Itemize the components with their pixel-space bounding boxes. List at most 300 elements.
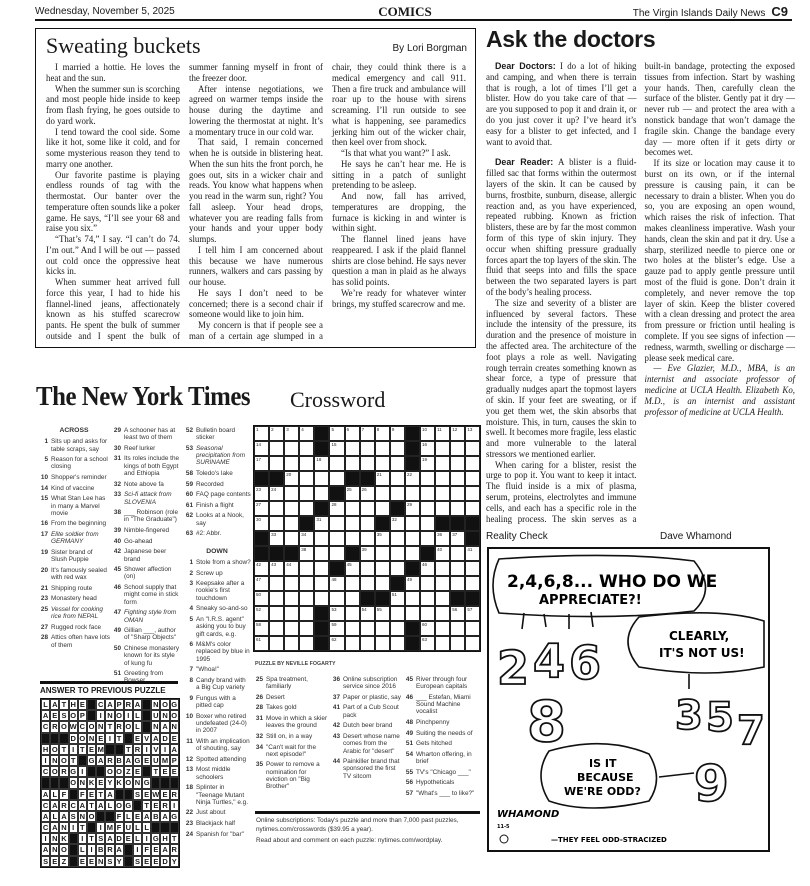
grid-cell[interactable] (435, 471, 450, 486)
grid-cell[interactable] (314, 456, 329, 471)
grid-cell[interactable] (405, 531, 420, 546)
grid-cell[interactable] (420, 591, 435, 606)
grid-cell[interactable] (435, 561, 450, 576)
grid-cell[interactable] (269, 606, 284, 621)
grid-cell[interactable] (375, 471, 390, 486)
clue-49[interactable] (403, 730, 481, 737)
answer-cell: N (52, 834, 58, 844)
grid-cell[interactable] (284, 501, 299, 516)
clue-8[interactable] (183, 677, 251, 692)
grid-cell[interactable] (360, 516, 375, 531)
grid-cell[interactable] (420, 486, 435, 501)
clue-46[interactable] (403, 694, 481, 716)
grid-cell[interactable] (345, 441, 360, 456)
clue-39[interactable] (111, 527, 181, 534)
clue-23[interactable] (183, 820, 251, 827)
clue-12[interactable] (183, 756, 251, 763)
grid-cell[interactable] (435, 486, 450, 501)
clue-53[interactable] (183, 445, 251, 467)
grid-cell[interactable] (465, 501, 480, 516)
clue-46[interactable] (111, 584, 181, 606)
clue-2[interactable] (183, 570, 251, 577)
clue-21[interactable] (38, 585, 110, 592)
grid-cell[interactable] (345, 516, 360, 531)
grid-cell[interactable] (345, 621, 360, 636)
grid-cell[interactable] (390, 441, 405, 456)
answer-cell: L (41, 699, 50, 710)
answer-cell: A (98, 800, 104, 810)
answer-cell: I (96, 822, 105, 833)
cell-number: 9 (391, 427, 395, 432)
clue-34[interactable] (253, 744, 329, 759)
grid-cell[interactable] (435, 546, 450, 561)
grid-cell[interactable] (345, 561, 360, 576)
grid-cell[interactable] (329, 546, 344, 561)
clue-32[interactable] (253, 733, 329, 740)
grid-cell[interactable] (360, 636, 375, 651)
grid-cell[interactable] (269, 441, 284, 456)
grid-cell[interactable] (375, 456, 390, 471)
clue-47[interactable] (111, 609, 181, 624)
crossword-grid[interactable] (253, 425, 481, 652)
grid-cell[interactable] (450, 471, 465, 486)
grid-cell[interactable] (284, 606, 299, 621)
grid-cell[interactable] (299, 636, 314, 651)
grid-cell[interactable] (299, 606, 314, 621)
grid-cell[interactable] (329, 621, 344, 636)
grid-cell[interactable] (435, 441, 450, 456)
grid-cell[interactable] (360, 576, 375, 591)
grid-cell[interactable] (465, 636, 480, 651)
grid-cell[interactable] (345, 456, 360, 471)
grid-cell[interactable] (329, 471, 344, 486)
grid-cell[interactable] (390, 636, 405, 651)
clue-55[interactable] (403, 769, 481, 776)
grid-cell[interactable] (314, 591, 329, 606)
grid-cell[interactable] (360, 621, 375, 636)
grid-cell[interactable] (254, 426, 269, 441)
grid-cell[interactable] (299, 456, 314, 471)
grid-cell[interactable] (450, 441, 465, 456)
clue-17[interactable] (38, 531, 110, 546)
grid-cell[interactable] (269, 486, 284, 501)
grid-cell[interactable] (284, 636, 299, 651)
grid-cell[interactable] (299, 561, 314, 576)
grid-cell[interactable] (465, 621, 480, 636)
clue-10[interactable] (38, 474, 110, 481)
grid-cell[interactable] (465, 606, 480, 621)
grid-cell[interactable] (284, 531, 299, 546)
clue-24[interactable] (183, 831, 251, 838)
clue-16[interactable] (38, 520, 110, 527)
clue-5[interactable] (183, 616, 251, 638)
clue-number: 59 (185, 480, 193, 488)
clue-31[interactable] (253, 715, 329, 730)
grid-cell[interactable] (299, 546, 314, 561)
grid-cell[interactable] (345, 576, 360, 591)
grid-cell[interactable] (314, 531, 329, 546)
clue-54[interactable] (403, 751, 481, 766)
clue-7[interactable] (183, 666, 251, 673)
black-square (160, 777, 169, 788)
grid-cell[interactable] (254, 576, 269, 591)
grid-cell[interactable] (450, 561, 465, 576)
grid-cell[interactable] (420, 501, 435, 516)
grid-cell[interactable] (435, 426, 450, 441)
grid-cell[interactable] (465, 576, 480, 591)
clue-38[interactable] (111, 509, 181, 524)
answer-cell: U (153, 711, 159, 721)
clue-1[interactable] (38, 438, 110, 453)
grid-cell[interactable] (390, 606, 405, 621)
clue-15[interactable] (38, 495, 110, 517)
grid-cell[interactable] (269, 561, 284, 576)
answer-cell: B (153, 811, 159, 821)
cell-number: 52 (256, 607, 262, 612)
grid-cell[interactable] (284, 471, 299, 486)
clue-42[interactable] (330, 722, 402, 729)
clue-45[interactable] (403, 676, 481, 691)
grid-cell[interactable] (390, 531, 405, 546)
answer-cell: R (134, 744, 141, 754)
clue-9[interactable] (183, 695, 251, 710)
clue-1[interactable] (183, 559, 251, 566)
clue-60[interactable] (183, 491, 251, 498)
grid-cell[interactable] (390, 591, 405, 606)
grid-cell[interactable] (450, 546, 465, 561)
clue-5[interactable] (38, 456, 110, 471)
grid-cell[interactable] (465, 456, 480, 471)
grid-cell[interactable] (375, 546, 390, 561)
grid-cell[interactable] (375, 441, 390, 456)
clue-text: Nimble-fingered (124, 527, 170, 535)
grid-cell[interactable] (345, 501, 360, 516)
grid-cell[interactable] (435, 576, 450, 591)
grid-cell[interactable] (299, 501, 314, 516)
grid-cell[interactable] (254, 636, 269, 651)
clue-58[interactable] (183, 470, 251, 477)
clue-63[interactable] (183, 530, 251, 537)
grid-cell[interactable] (299, 621, 314, 636)
grid-cell[interactable] (375, 561, 390, 576)
clue-28[interactable] (38, 634, 110, 649)
clue-25[interactable] (38, 606, 110, 621)
grid-cell[interactable] (314, 561, 329, 576)
clue-30[interactable] (111, 445, 181, 452)
clue-48[interactable] (403, 719, 481, 726)
grid-cell[interactable] (360, 531, 375, 546)
grid-cell[interactable] (390, 486, 405, 501)
grid-cell[interactable] (345, 591, 360, 606)
clue-27[interactable] (38, 624, 110, 631)
grid-cell[interactable] (390, 471, 405, 486)
grid-cell[interactable] (450, 636, 465, 651)
grid-cell[interactable] (405, 516, 420, 531)
grid-cell[interactable] (254, 606, 269, 621)
grid-cell[interactable] (450, 501, 465, 516)
grid-cell[interactable] (299, 441, 314, 456)
grid-cell[interactable] (375, 576, 390, 591)
grid-cell[interactable] (284, 591, 299, 606)
answer-cell: S (59, 710, 68, 721)
grid-cell[interactable] (435, 636, 450, 651)
grid-cell[interactable] (254, 561, 269, 576)
grid-cell[interactable] (435, 531, 450, 546)
grid-cell[interactable] (299, 471, 314, 486)
grid-cell[interactable] (450, 576, 465, 591)
clue-43[interactable] (330, 733, 402, 755)
clue-13[interactable] (183, 766, 251, 781)
clue-text: Dutch beer brand (343, 722, 393, 730)
grid-cell[interactable] (345, 606, 360, 621)
grid-cell[interactable] (360, 561, 375, 576)
black-square (314, 426, 329, 441)
clue-49[interactable] (111, 627, 181, 642)
grid-cell[interactable] (465, 441, 480, 456)
grid-cell[interactable] (254, 441, 269, 456)
grid-cell[interactable] (360, 546, 375, 561)
grid-cell[interactable] (329, 426, 344, 441)
grid-cell[interactable] (450, 456, 465, 471)
grid-cell[interactable] (435, 621, 450, 636)
clue-37[interactable] (330, 694, 402, 701)
grid-cell[interactable] (420, 561, 435, 576)
grid-cell[interactable] (269, 531, 284, 546)
clue-20[interactable] (38, 567, 110, 582)
grid-cell[interactable] (269, 516, 284, 531)
grid-cell[interactable] (254, 591, 269, 606)
grid-cell[interactable] (299, 426, 314, 441)
grid-cell[interactable] (269, 501, 284, 516)
clue-41[interactable] (330, 704, 402, 719)
grid-cell[interactable] (420, 471, 435, 486)
grid-cell[interactable] (329, 441, 344, 456)
grid-cell[interactable] (314, 486, 329, 501)
clue-61[interactable] (183, 502, 251, 509)
clue-35[interactable] (253, 761, 329, 790)
grid-cell[interactable] (420, 606, 435, 621)
answer-cell: A (42, 789, 49, 799)
answer-cell: A (52, 800, 58, 810)
grid-cell[interactable] (269, 636, 284, 651)
grid-cell[interactable] (450, 621, 465, 636)
grid-cell[interactable] (465, 471, 480, 486)
grid-cell[interactable] (254, 456, 269, 471)
clue-45[interactable] (111, 566, 181, 581)
answer-cell: E (87, 744, 96, 755)
clue-text: With an implication of shouting, say (196, 737, 250, 753)
grid-cell[interactable] (329, 531, 344, 546)
grid-cell[interactable] (375, 486, 390, 501)
answer-cell: E (50, 710, 59, 721)
grid-cell[interactable] (254, 516, 269, 531)
grid-cell[interactable] (390, 516, 405, 531)
clue-36[interactable] (330, 676, 402, 691)
clue-51[interactable] (403, 740, 481, 747)
grid-cell[interactable] (284, 576, 299, 591)
grid-cell[interactable] (360, 441, 375, 456)
grid-cell[interactable] (360, 426, 375, 441)
grid-cell[interactable] (390, 621, 405, 636)
grid-cell[interactable] (450, 486, 465, 501)
black-square (69, 833, 78, 844)
black-square (405, 636, 420, 651)
clue-19[interactable] (38, 549, 110, 564)
clue-44[interactable] (330, 758, 402, 780)
grid-cell[interactable] (465, 546, 480, 561)
grid-cell[interactable] (360, 456, 375, 471)
grid-cell[interactable] (465, 486, 480, 501)
grid-cell[interactable] (284, 516, 299, 531)
grid-cell[interactable] (329, 636, 344, 651)
grid-cell[interactable] (450, 426, 465, 441)
grid-cell[interactable] (314, 576, 329, 591)
grid-cell[interactable] (435, 501, 450, 516)
clue-50[interactable] (111, 645, 181, 667)
grid-cell[interactable] (390, 426, 405, 441)
grid-cell[interactable] (314, 516, 329, 531)
grid-cell[interactable] (345, 426, 360, 441)
grid-cell[interactable] (360, 486, 375, 501)
grid-cell[interactable] (405, 606, 420, 621)
clue-62[interactable] (183, 512, 251, 527)
grid-cell[interactable] (329, 576, 344, 591)
grid-cell[interactable] (345, 486, 360, 501)
grid-cell[interactable] (329, 591, 344, 606)
grid-cell[interactable] (269, 591, 284, 606)
grid-cell[interactable] (390, 456, 405, 471)
clue-number: 29 (113, 427, 121, 434)
grid-cell[interactable] (405, 576, 420, 591)
grid-cell[interactable] (284, 441, 299, 456)
grid-cell[interactable] (465, 426, 480, 441)
answer-cell: A (162, 845, 168, 855)
grid-cell[interactable] (420, 531, 435, 546)
grid-cell[interactable] (254, 621, 269, 636)
grid-cell[interactable] (375, 621, 390, 636)
grid-cell[interactable] (420, 441, 435, 456)
grid-cell[interactable] (329, 606, 344, 621)
grid-cell[interactable] (405, 471, 420, 486)
grid-cell[interactable] (329, 501, 344, 516)
cell-number: 57 (467, 607, 473, 612)
clue-text: What Stan Lee has in many a Marvel movie (51, 495, 106, 517)
grid-cell[interactable] (450, 531, 465, 546)
clue-31[interactable] (111, 455, 181, 477)
grid-cell[interactable] (345, 636, 360, 651)
grid-cell[interactable] (329, 456, 344, 471)
clue-11[interactable] (183, 738, 251, 753)
grid-cell[interactable] (329, 516, 344, 531)
clue-33[interactable] (111, 491, 181, 506)
clue-14[interactable] (38, 485, 110, 492)
grid-cell[interactable] (420, 636, 435, 651)
grid-cell[interactable] (284, 456, 299, 471)
grid-cell[interactable] (254, 501, 269, 516)
clue-23[interactable] (38, 595, 110, 602)
grid-cell[interactable] (375, 606, 390, 621)
grid-cell[interactable] (405, 546, 420, 561)
clue-40[interactable] (111, 538, 181, 545)
grid-cell[interactable] (314, 546, 329, 561)
answer-cell: A (107, 700, 113, 709)
grid-cell[interactable] (269, 576, 284, 591)
grid-cell[interactable] (420, 621, 435, 636)
clue-22[interactable] (183, 809, 251, 816)
clue-number: 15 (40, 495, 48, 503)
grid-cell[interactable] (284, 486, 299, 501)
grid-cell[interactable] (390, 561, 405, 576)
clue-32[interactable] (111, 481, 181, 488)
grid-cell[interactable] (299, 531, 314, 546)
grid-cell[interactable] (375, 531, 390, 546)
clue-text: Spa treatment, familiarly (266, 676, 308, 691)
grid-cell[interactable] (375, 426, 390, 441)
grid-cell[interactable] (405, 501, 420, 516)
clue-28[interactable] (253, 704, 329, 711)
grid-cell[interactable] (390, 546, 405, 561)
grid-cell[interactable] (284, 426, 299, 441)
grid-cell[interactable] (375, 636, 390, 651)
grid-cell[interactable] (284, 621, 299, 636)
clue-3[interactable] (183, 580, 251, 602)
clue-26[interactable] (253, 694, 329, 701)
grid-cell[interactable] (375, 501, 390, 516)
grid-cell[interactable] (435, 456, 450, 471)
character-9: 9 (694, 755, 729, 813)
clue-10[interactable] (183, 713, 251, 735)
grid-cell[interactable] (420, 576, 435, 591)
clue-52[interactable] (183, 427, 251, 442)
clue-6[interactable] (183, 641, 251, 663)
grid-cell[interactable] (360, 606, 375, 621)
grid-cell[interactable] (360, 501, 375, 516)
answer-cell: E (170, 733, 179, 744)
grid-cell[interactable] (299, 486, 314, 501)
page-date: Wednesday, November 5, 2025 (35, 6, 175, 17)
grid-cell[interactable] (269, 426, 284, 441)
clue-57[interactable] (403, 790, 481, 797)
grid-cell[interactable] (405, 486, 420, 501)
answer (486, 157, 637, 297)
clue-4[interactable] (183, 605, 251, 612)
black-square (329, 561, 344, 576)
grid-cell[interactable] (269, 621, 284, 636)
clue-29[interactable] (111, 427, 181, 442)
clue-42[interactable] (111, 548, 181, 563)
clue-25[interactable] (253, 676, 329, 691)
clue-59[interactable] (183, 481, 251, 488)
grid-cell[interactable] (284, 561, 299, 576)
clue-18[interactable] (183, 784, 251, 806)
grid-cell[interactable] (435, 591, 450, 606)
grid-cell[interactable] (345, 531, 360, 546)
grid-cell[interactable] (269, 456, 284, 471)
grid-cell[interactable] (405, 591, 420, 606)
grid-cell[interactable] (254, 486, 269, 501)
grid-cell[interactable] (450, 606, 465, 621)
grid-cell[interactable] (435, 606, 450, 621)
grid-cell[interactable] (420, 426, 435, 441)
black-square (87, 699, 96, 710)
grid-cell[interactable] (420, 456, 435, 471)
clue-56[interactable] (403, 779, 481, 786)
grid-cell[interactable] (420, 516, 435, 531)
grid-cell[interactable] (299, 591, 314, 606)
grid-cell[interactable] (299, 576, 314, 591)
grid-cell[interactable] (314, 471, 329, 486)
grid-cell[interactable] (465, 561, 480, 576)
